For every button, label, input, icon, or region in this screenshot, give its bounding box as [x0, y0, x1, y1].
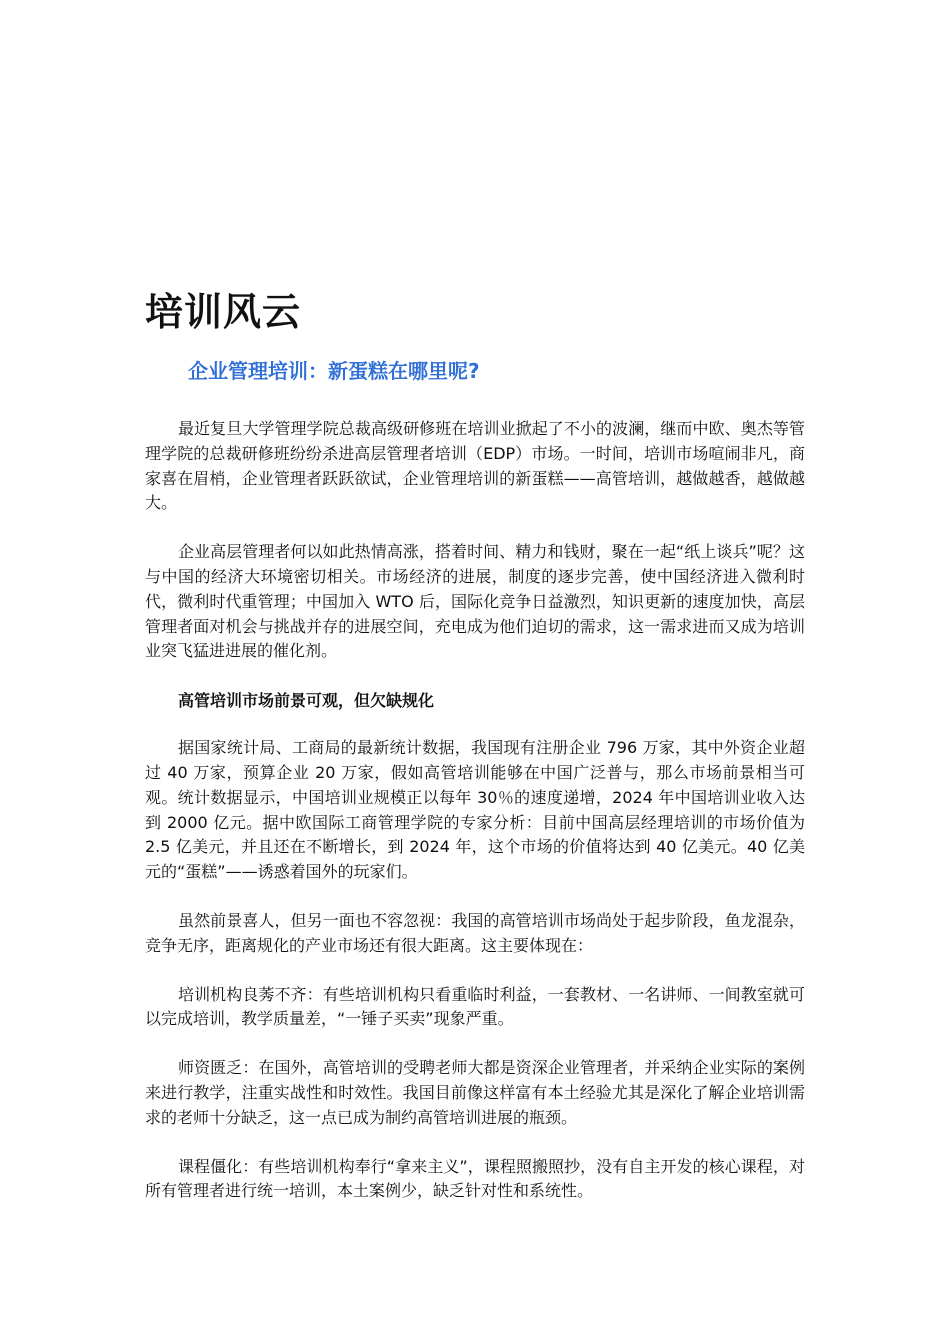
- paragraph-problems: 虽然前景喜人，但另一面也不容忽视：我国的高管培训市场尚处于起步阶段，鱼龙混杂，竞争无序，距离规化的产业市场还有很大距离。这主要体现在：: [145, 910, 805, 955]
- paragraph-intro: 最近复旦大学管理学院总裁高级研修班在培训业掀起了不小的波澜，继而中欧、奥杰等管理学院的总裁研修班纷纷杀进高层管理者培训（EDP）市场。一时间，培训市场喧闹非凡，商家喜在眉梢，企业管理者跃跃欲试，企业管理培训的新蛋糕——高管培训，越做越香，越做越大。: [145, 419, 805, 513]
- paragraph-teachers: 师资匮乏：在国外，高管培训的受聘老师大都是资深企业管理者，并采纳企业实际的案例来进行教学，注重实战性和时效性。我国目前像这样富有本土经验尤其是深化了解企业培训需求的老师十分缺乏，这一点已成为制约高管培训进展的瓶颈。: [145, 1058, 805, 1127]
- subheading-market: 高管培训市场前景可观，但欠缺规化: [178, 691, 435, 711]
- document-page: [145, 288, 805, 1228]
- article-title: 企业管理培训：新蛋糕在哪里呢?: [188, 359, 480, 383]
- paragraph-statistics: 据国家统计局、工商局的最新统计数据，我国现有注册企业 796 万家，其中外资企业超过 40 万家，预算企业 20 万家，假如高管培训能够在中国广泛普与，那么市场前景相当可观。统计数据显示，中国培训业规模正以每年 30％的速度递增，2024 年中国培训业收入达到 2000 亿元。据中欧国际工商管理学院的专家分析：目前中国高层经理培训的市场价值为 2.5 亿美元，并且还在不断增长，到 2024 年，这个市场的价值将达到 40 亿美元。40 亿美元的“蛋糕”——诱惑着国外的玩家们。: [145, 738, 805, 882]
- paragraph-courses: 课程僵化：有些培训机构奉行“拿来主义”，课程照搬照抄，没有自主开发的核心课程，对所有管理者进行统一培训，本土案例少，缺乏针对性和系统性。: [145, 1156, 805, 1201]
- paragraph-reasons: 企业高层管理者何以如此热情高涨，搭着时间、精力和钱财，聚在一起“纸上谈兵”呢？这与中国的经济大环境密切相关。市场经济的进展，制度的逐步完善，使中国经济进入微利时代，微利时代重管理；中国加入 WTO 后，国际化竞争日益激烈，知识更新的速度加快，高层管理者面对机会与挑战并存的进展空间，充电成为他们迫切的需求，这一需求进而又成为培训业突飞猛进进展的催化剂。: [145, 542, 805, 661]
- paragraph-institutions: 培训机构良莠不齐：有些培训机构只看重临时利益，一套教材、一名讲师、一间教室就可以完成培训，教学质量差，“一锤子买卖”现象严重。: [145, 984, 805, 1029]
- section-title: 培训风云: [145, 290, 302, 334]
